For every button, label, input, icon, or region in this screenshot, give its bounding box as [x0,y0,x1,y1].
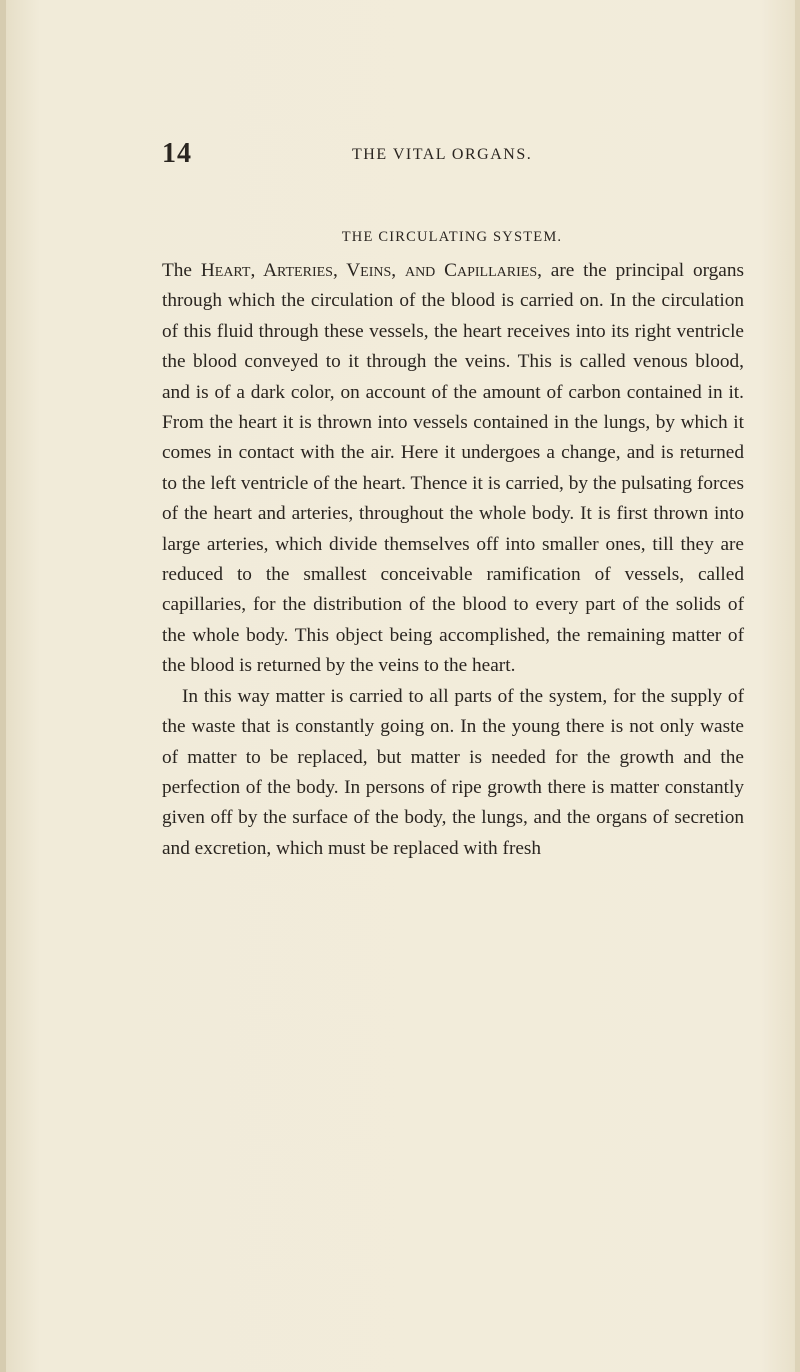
body-text [162,256,744,864]
page-number: 14 [162,138,192,169]
paragraph-lead: The [162,260,192,281]
running-head: THE VITAL ORGANS. [352,146,533,163]
paragraph [162,256,744,682]
page-left-edge [0,0,6,1372]
paragraph-text: are the principal organs through which the circulation of the blood is carried on. In the circulation of this fluid through these vessels, the heart receives into its right ventricle the blood conveyed to it through the veins. This is called venous blood, and is of a dark color, on account of the amount of carbon contained in it. From the heart it is thrown into vessels contained in the lungs, by which it comes in contact with the air. Here it undergoes a change, and is returned to the left ventricle of the heart. Thence it is carried, by the pulsating forces of the heart and arteries, throughout the whole body. It is first thrown into large arteries, which divide themselves off into smaller ones, till they are reduced to the smallest conceivable ramification of vessels, called capillaries, for the distribution of the blood to every part of the solids of the whole body. This object being accomplished, the remaining matter of the blood is returned by the veins to the heart. [162,260,745,677]
organs-small-caps: Heart, Arteries, Veins, and Capillaries, [200,260,542,281]
page-right-edge [795,0,800,1372]
paragraph: In this way matter is carried to all parts of the system, for the supply of the waste that is constantly going on. In the young there is not only waste of matter to be replaced, but matter is needed for the growth and the perfection of the body. In persons of ripe growth there is matter constantly given off by the surface of the body, the lungs, and the organs of secretion and excretion, which must be replaced with fresh [162,685,744,859]
section-title: THE CIRCULATING SYSTEM. [341,229,563,245]
page-header [162,138,662,172]
